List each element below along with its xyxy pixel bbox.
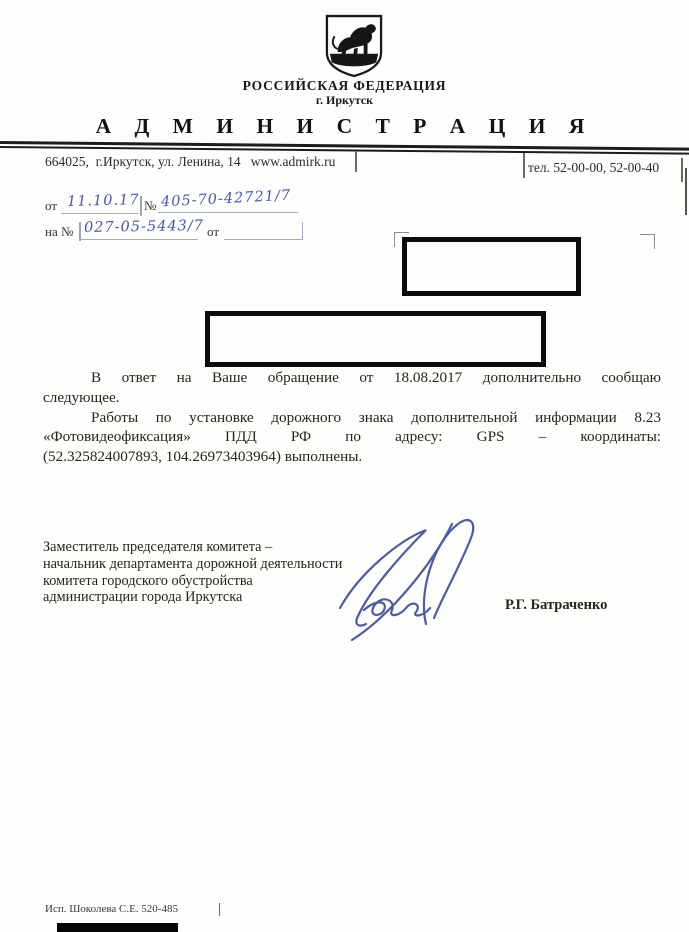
city-name: г. Иркутск bbox=[315, 93, 374, 107]
address-zone-corner-mark bbox=[640, 234, 655, 249]
handwritten-signature bbox=[330, 512, 508, 647]
redaction-box-addressee bbox=[205, 311, 546, 367]
postal-address: 664025, г.Иркутск, ул. Ленина, 14 www.admirk.ru bbox=[45, 154, 336, 169]
body-line: (52.325824007893, 104.26973403964) выполнены. bbox=[43, 448, 363, 466]
redaction-box-recipient bbox=[402, 237, 581, 296]
phone-numbers: тел. 52-00-00, 52-00-40 bbox=[528, 160, 660, 175]
handwritten-date: 11.10.17 bbox=[66, 192, 140, 210]
ref-reply-from-label: от bbox=[207, 224, 220, 239]
form-divider-tick bbox=[140, 196, 142, 216]
body-line: «Фотовидеофиксация» ПДД РФ по адресу: GPS – координаты: bbox=[43, 428, 661, 446]
country-name: РОССИЙСКАЯ ФЕДЕРАЦИЯ bbox=[242, 78, 447, 93]
form-divider-tick bbox=[681, 158, 683, 182]
handwritten-incoming-number: 027-05-5443/7 bbox=[83, 217, 205, 237]
organization-title: А Д М И Н И С Т Р А Ц И Я bbox=[95, 114, 594, 138]
ref-number-label: № bbox=[144, 198, 157, 213]
ref-from-label: от bbox=[45, 198, 58, 213]
signatory-name: Р.Г. Батраченко bbox=[505, 597, 608, 613]
letter-body bbox=[43, 368, 661, 467]
letterhead-double-rule bbox=[0, 141, 689, 155]
form-divider-tick bbox=[523, 153, 525, 178]
body-line: следующее. bbox=[43, 388, 120, 406]
scan-edge-artifact bbox=[685, 168, 687, 215]
ref-reply-label: на № bbox=[45, 224, 74, 239]
executor-note: Исп. Шоколева С.Е. 520-485 bbox=[45, 903, 178, 915]
form-divider-tick bbox=[355, 151, 357, 172]
signatory-title-line: начальник департамента дорожной деятельности bbox=[43, 555, 343, 572]
scan-bottom-edge-artifact bbox=[57, 923, 178, 932]
body-line: Работы по установке дорожного знака дополнительной информации 8.23 bbox=[91, 408, 661, 426]
body-line: В ответ на Ваше обращение от 18.08.2017 дополнительно сообщаю bbox=[91, 369, 661, 386]
signatory-title-line: администрации города Иркутска bbox=[43, 589, 243, 606]
signatory-title-line: Заместитель председателя комитета – bbox=[43, 539, 273, 555]
handwritten-outgoing-number: 405-70-42721/7 bbox=[160, 187, 292, 211]
signatory-title-line: комитета городского обустройства bbox=[43, 572, 253, 589]
ref-reply-date-underline bbox=[224, 222, 303, 240]
signatory-title bbox=[43, 539, 373, 606]
scan-caret-artifact bbox=[219, 903, 220, 916]
irkutsk-coat-of-arms-emblem bbox=[325, 13, 383, 79]
